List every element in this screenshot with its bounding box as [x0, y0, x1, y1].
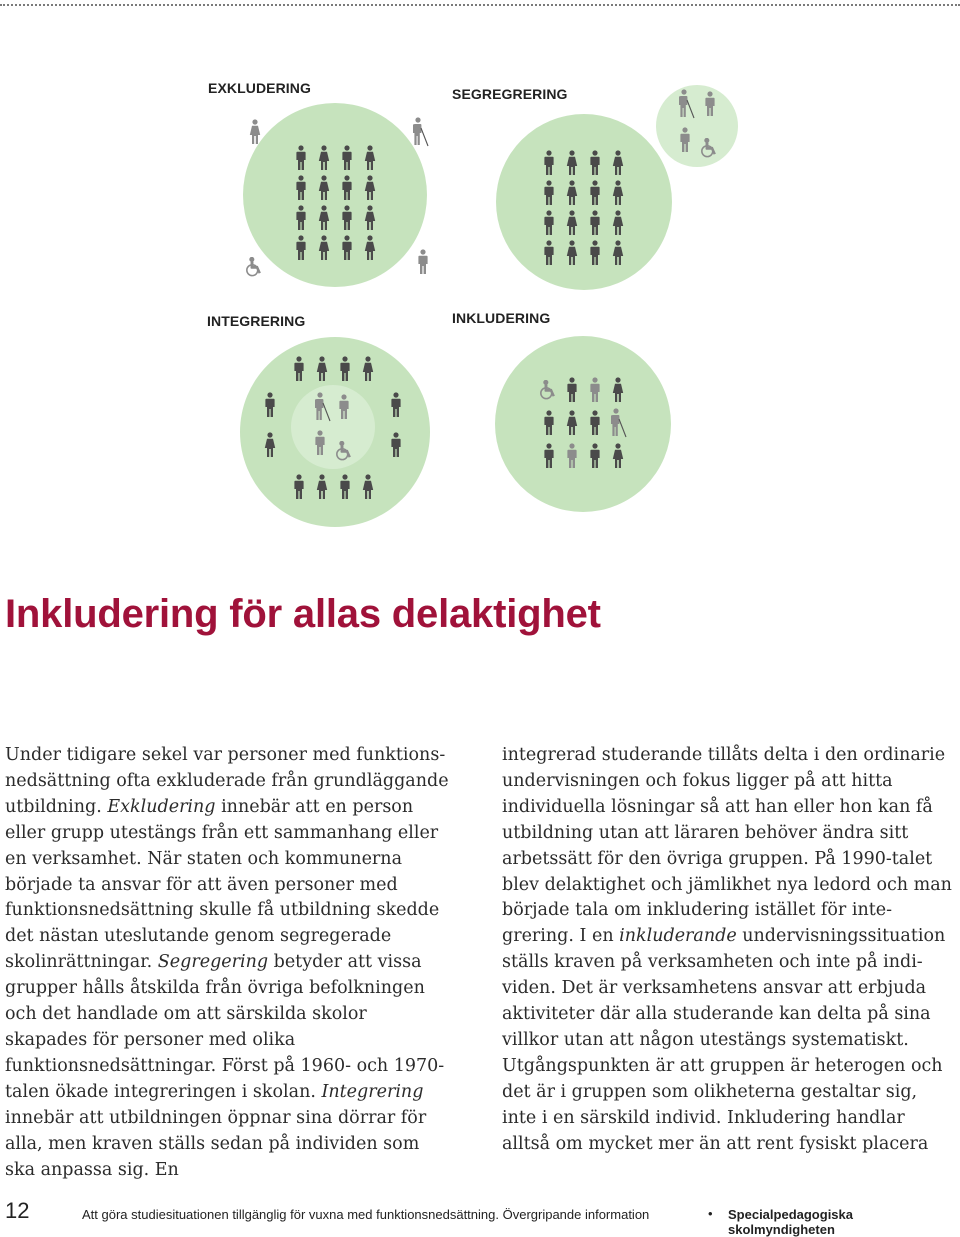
left-text-2: innebär att en person eller grupp utestängs från ett sammanhang eller en verksamhet. När staten och kommunerna började ta ansvar för att även personer med funktionsnedsättning skulle få utbildning skedde det nästan uteslutande genom segregerade skolinrättningar.	[5, 796, 440, 973]
segregation-group-circle	[496, 114, 672, 290]
page-number: 12	[5, 1198, 30, 1223]
integrated-subgroup-circle	[291, 385, 375, 469]
term-exkludering: Exkludering	[107, 796, 216, 817]
term-integrering: Integrering	[321, 1081, 424, 1102]
footer-bullet: •	[708, 1206, 713, 1221]
right-text-2: undervisningssituation ställs kraven på verksamheten och inte på individen. Det är verksamhetens ansvar att erbjuda aktiviteter där alla studerande kan delta på sina villkor utan att någon utestängs systematiskt. Utgångspunkten är att gruppen är heterogen och det är i gruppen som olikheterna gestaltar sig, inte i en särskild individ. Inkludering handlar alltså om mycket mer än att rent fysiskt placera	[502, 926, 946, 1154]
inclusion-group-circle	[495, 336, 671, 512]
person-with-cane-icon	[413, 117, 428, 146]
term-inkluderande: inkluderande	[619, 926, 737, 947]
body-column-left	[5, 743, 450, 1183]
person-icon	[418, 249, 427, 274]
panel-label-exkludering: EXKLUDERING	[208, 80, 311, 96]
person-icon	[250, 119, 260, 144]
term-segregering: Segregering	[157, 952, 269, 973]
right-text-1: integrerad studerande tillåts delta i den ordinarie undervisningen och fokus ligger på att hitta individuella lösningar så att han eller hon kan få utbildning utan att läraren behöver ändra sitt arbetssätt för den övriga gruppen. På 1990-talet blev delaktighet och jämlikhet nya ledord och man började tala om inkludering istället för integrering. I en	[502, 745, 952, 947]
exclusion-group-circle	[243, 103, 427, 287]
wheelchair-icon	[247, 257, 260, 275]
page-footer	[0, 1196, 960, 1237]
left-paragraph	[5, 743, 450, 1183]
left-text-3: betyder att vissa grupper hålls åtskilda från övriga befolkningen och det handlade om att särskilda skolor skapades för personer med olika funktionsnedsättningar. Först på 1960- och 1970-talen ökade integreringen i skolan.	[5, 952, 445, 1102]
body-column-right	[502, 743, 954, 1158]
panel-label-segregering: SEGREGRERING	[452, 86, 568, 102]
footer-publication-title: Att göra studiesituationen tillgänglig för vuxna med funktionsnedsättning. Övergripande information	[82, 1207, 650, 1222]
right-paragraph	[502, 743, 954, 1158]
left-text-1: Under tidigare sekel var personer med funktionsnedsättning ofta exkluderade från grundläggande utbildning.	[5, 745, 449, 817]
diagram-canvas	[0, 0, 960, 540]
panel-label-integrering: INTEGRERING	[207, 313, 306, 329]
left-text-4: innebär att utbildningen öppnar sina dörrar för alla, men kraven ställs sedan på individen som ska anpassa sig. En	[5, 1107, 427, 1180]
panel-label-inkludering: INKLUDERING	[452, 310, 551, 326]
segregated-minority-circle	[656, 85, 738, 167]
page-heading: Inkludering för allas delaktighet	[5, 592, 601, 636]
inclusion-diagram	[0, 0, 960, 540]
footer-publisher: Specialpedagogiska skolmyndigheten	[728, 1207, 853, 1237]
